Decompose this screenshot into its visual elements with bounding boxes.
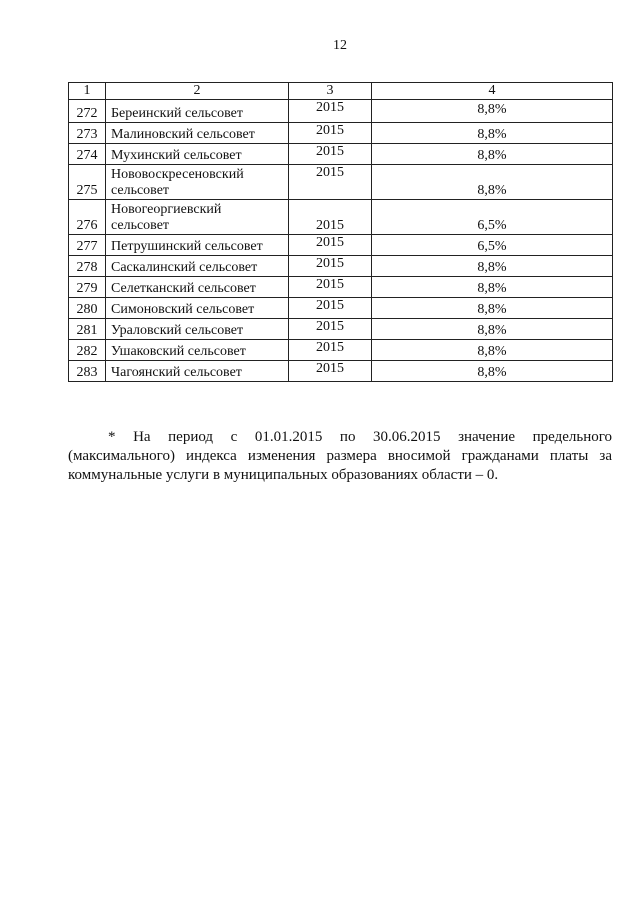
row-number: 279 bbox=[69, 277, 106, 298]
table-header-row bbox=[69, 83, 613, 100]
column-header: 4 bbox=[372, 83, 613, 100]
index-value: 8,8% bbox=[372, 100, 613, 123]
row-number: 277 bbox=[69, 235, 106, 256]
table-row bbox=[69, 100, 613, 123]
table-row bbox=[69, 144, 613, 165]
index-value: 8,8% bbox=[372, 298, 613, 319]
index-value: 8,8% bbox=[372, 361, 613, 382]
year-cell: 2015 bbox=[289, 319, 372, 340]
row-number: 274 bbox=[69, 144, 106, 165]
index-value: 8,8% bbox=[372, 277, 613, 298]
table-row bbox=[69, 340, 613, 361]
index-value: 8,8% bbox=[372, 123, 613, 144]
index-value: 8,8% bbox=[372, 144, 613, 165]
footnote bbox=[68, 428, 612, 485]
municipality-name: Саскалинский сельсовет bbox=[106, 256, 289, 277]
municipality-name bbox=[106, 200, 289, 235]
year-cell: 2015 bbox=[289, 165, 372, 200]
row-number: 276 bbox=[69, 200, 106, 235]
index-value: 8,8% bbox=[372, 165, 613, 200]
row-number: 275 bbox=[69, 165, 106, 200]
row-number: 283 bbox=[69, 361, 106, 382]
table-row bbox=[69, 200, 613, 235]
table-row bbox=[69, 123, 613, 144]
year-cell: 2015 bbox=[289, 256, 372, 277]
year-cell: 2015 bbox=[289, 144, 372, 165]
municipality-name: Мухинский сельсовет bbox=[106, 144, 289, 165]
year-cell: 2015 bbox=[289, 298, 372, 319]
year-cell: 2015 bbox=[289, 340, 372, 361]
column-header: 3 bbox=[289, 83, 372, 100]
index-value: 8,8% bbox=[372, 340, 613, 361]
municipality-name: Селетканский сельсовет bbox=[106, 277, 289, 298]
table-row bbox=[69, 165, 613, 200]
table-row bbox=[69, 319, 613, 340]
year-cell: 2015 bbox=[289, 200, 372, 235]
municipality-name-line: Нововоскресеновский bbox=[111, 167, 244, 182]
row-number: 273 bbox=[69, 123, 106, 144]
row-number: 282 bbox=[69, 340, 106, 361]
municipality-name-line: сельсовет bbox=[111, 183, 170, 198]
municipality-name bbox=[106, 165, 289, 200]
municipality-name-line: Новогеоргиевский bbox=[111, 202, 222, 217]
year-cell: 2015 bbox=[289, 100, 372, 123]
year-cell: 2015 bbox=[289, 123, 372, 144]
row-number: 278 bbox=[69, 256, 106, 277]
table-row bbox=[69, 256, 613, 277]
year-cell: 2015 bbox=[289, 361, 372, 382]
year-cell: 2015 bbox=[289, 277, 372, 298]
footnote-line: * На период с 01.01.2015 по 30.06.2015 значение предельного bbox=[108, 429, 612, 445]
table-row bbox=[69, 361, 613, 382]
column-header: 2 bbox=[106, 83, 289, 100]
year-cell: 2015 bbox=[289, 235, 372, 256]
index-value: 8,8% bbox=[372, 319, 613, 340]
page-number: 12 bbox=[333, 38, 347, 53]
municipality-name: Чагоянский сельсовет bbox=[106, 361, 289, 382]
index-value: 8,8% bbox=[372, 256, 613, 277]
municipality-name-line: сельсовет bbox=[111, 218, 170, 233]
municipality-name: Симоновский сельсовет bbox=[106, 298, 289, 319]
row-number: 272 bbox=[69, 100, 106, 123]
row-number: 281 bbox=[69, 319, 106, 340]
footnote-line: (максимального) индекса изменения размера вносимой гражданами платы за bbox=[68, 448, 612, 464]
municipality-name: Береинский сельсовет bbox=[106, 100, 289, 123]
municipality-name: Малиновский сельсовет bbox=[106, 123, 289, 144]
index-value: 6,5% bbox=[372, 200, 613, 235]
municipality-name: Ушаковский сельсовет bbox=[106, 340, 289, 361]
table-row bbox=[69, 277, 613, 298]
row-number: 280 bbox=[69, 298, 106, 319]
index-value: 6,5% bbox=[372, 235, 613, 256]
municipality-name: Ураловский сельсовет bbox=[106, 319, 289, 340]
municipality-name: Петрушинский сельсовет bbox=[106, 235, 289, 256]
data-table bbox=[68, 82, 613, 382]
footnote-line: коммунальные услуги в муниципальных образованиях области – 0. bbox=[68, 467, 499, 483]
column-header: 1 bbox=[69, 83, 106, 100]
table-row bbox=[69, 235, 613, 256]
table-row bbox=[69, 298, 613, 319]
